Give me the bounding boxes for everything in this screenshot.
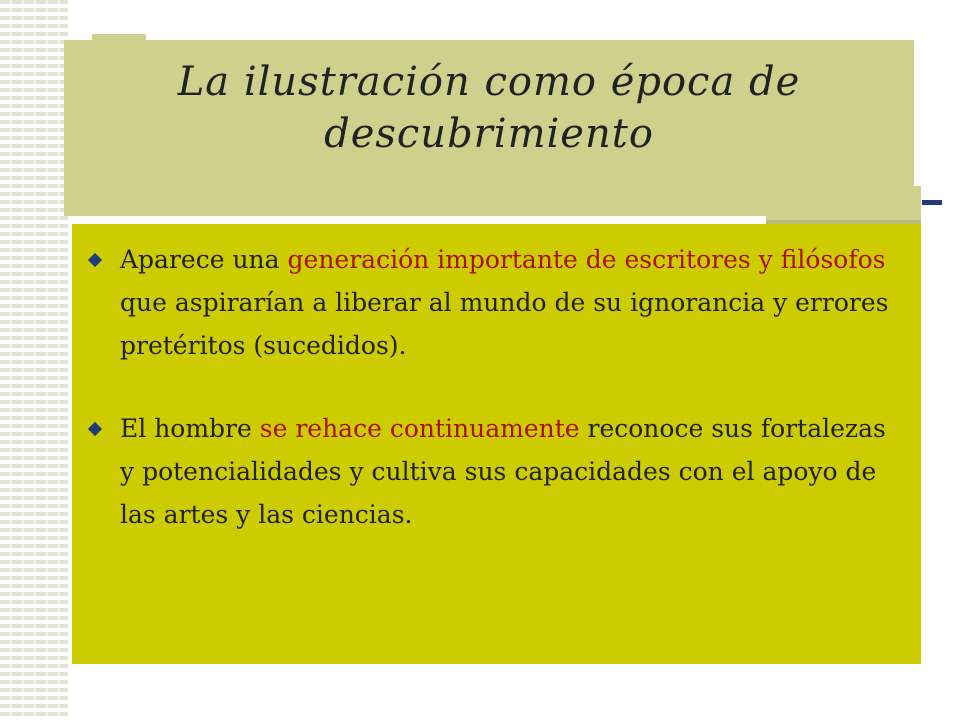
decorative-stripes-overlay — [0, 0, 68, 720]
title-tab-decoration-bottom — [766, 186, 921, 224]
bullet-item-2 — [72, 407, 921, 536]
bullet-highlight: se rehace continuamente — [259, 414, 580, 443]
bullet-text: reconoce sus fortalezas y potencialidades y cultiva sus capacidades con el apoyo de las artes y las ciencias. — [120, 414, 886, 529]
bullet-text: Aparece una — [120, 245, 288, 274]
bullet-text: que aspirarían a liberar al mundo de su ignorancia y errores pretéritos (sucedidos). — [120, 288, 889, 360]
diamond-bullet-icon — [88, 253, 102, 267]
bullet-list — [72, 238, 921, 536]
bullet-highlight: generación importante de escritores y filósofos — [287, 245, 886, 274]
diamond-bullet-icon — [88, 422, 102, 436]
slide-title: La ilustración como época de descubrimiento — [177, 59, 801, 157]
bullet-text: El hombre — [120, 414, 260, 443]
bullet-item-1 — [72, 238, 921, 367]
title-accent-bar — [922, 200, 942, 205]
